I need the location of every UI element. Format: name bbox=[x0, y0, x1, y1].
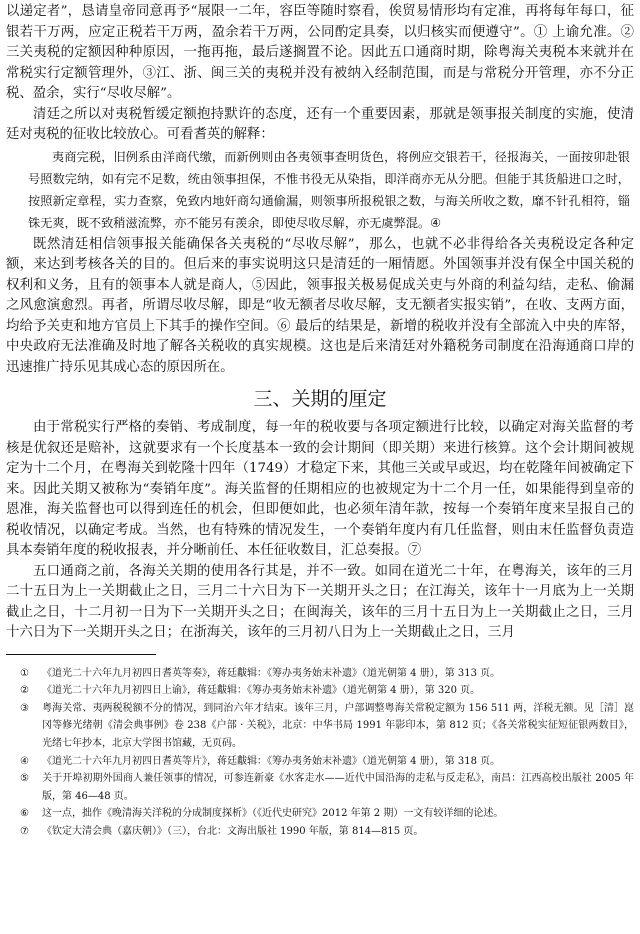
page bbox=[6, 2, 634, 841]
footnotes bbox=[6, 665, 634, 841]
section-heading: 三、关期的厘定 bbox=[253, 388, 387, 411]
footnote bbox=[6, 753, 634, 771]
footnote-number: ④ bbox=[20, 755, 29, 767]
footnote-text: 关于开埠初期外国商人兼任领事的情况，可参连新豪《水客走水——近代中国沿海的走私与反走私》，南昌：江西高校出版社 2005 年版，第 46—48 页。 bbox=[42, 773, 634, 802]
paragraph-2: 清廷之所以对夷税暂缓定额抱持默许的态度，还有一个重要因素，那就是领事报关制度的实施，使清廷对夷税的征收比较放心。可看耆英的解释： bbox=[6, 106, 634, 142]
footnote-text: 粤海关常、夷两税税额不分的情况，到同治六年才结束。该年三月，户部调整粤海关常税定额为 156 511 两，洋税无额。见［清］崑冈等修光绪朝《清会典事例》卷 238《户部 · 关税》，北京：中华书局 1991 年影印本，第 812 页；《各关常税实征短征银两数目》，光绪七年抄本，北京大学图书馆藏，无页码。 bbox=[42, 702, 634, 750]
block-quote: 夷商完税，旧例系由洋商代缴，而新例则由各夷领事查明货色，将例应交银若干，径报海关，一面按卯赴银号照数完纳，如有完不足数，统由领事担保，不惟书役无从染指，即洋商亦无从分肥。但能于其货船进口之时，按照新定章程，实力查察，免致内地奸商勾通偷漏，则领事所报税银之数，与海关所收之数，靡不针孔相符，锱铢无爽，既不致稍滋流弊，亦不能另有羡余，即使尽收尽解，亦无虞弊混。④ bbox=[28, 149, 630, 231]
footnote-number: ② bbox=[20, 685, 29, 697]
footnote-number: ⑥ bbox=[20, 808, 29, 820]
footnote-number: ⑦ bbox=[20, 826, 29, 838]
footnote bbox=[6, 682, 634, 700]
footnote bbox=[6, 805, 634, 823]
footnote bbox=[6, 665, 634, 683]
footnote-text: 《道光二十六年九月初四日耆英等奏》，蒋廷黻辑：《筹办夷务始末补遗》（道光朝第 4 册），第 313 页。 bbox=[42, 667, 501, 679]
paragraph-3: 既然清廷相信领事报关能确保各关夷税的“尽收尽解”，那么，也就不必非得给各关夷税设定各种定额，来达到考核各关的目的。但后来的事实说明这只是清廷的一厢情愿。外国领事并没有保全中国关税的权利和义务，且有的领事本人就是商人，⑤因此，领事报关极易促成关吏与外商的利益勾结，走私、偷漏之风愈演愈烈。再者，所谓尽收尽解，即是“收无额者尽收尽解，支无额者实报实销”，在收、支两方面，均给予关吏和地方官员上下其手的操作空间。⑥ 最后的结果是，新增的税收并没有全部流入中央的库帑，中央政府无法准确及时地了解各关税收的真实规模。这也是后来清廷对外籍税务司制度在沿海通商口岸的迅速推广持乐见其成心态的原因所在。 bbox=[6, 236, 634, 375]
footnote-text: 《道光二十六年九月初四日耆英等片》，蒋廷黻辑：《筹办夷务始末补遗》（道光朝第 4 册），第 318 页。 bbox=[42, 755, 501, 767]
footnote-number: ⑤ bbox=[20, 773, 29, 785]
paragraph-1: 以递定者”，恳请皇帝同意再予“展限一二年，容臣等随时察看，俟贸易情形均有定准，再将每年每口，征银若干万两，应定正税若干万两，盈余若干万两，公同酌定具奏，以归核实而便遵守”。① 上谕允准。② 三关夷税的定额因种种原因，一拖再拖，最后遂搁置不论。因此五口通商时期，除粤海关夷税本来就并在常税实行定额管理外，③江、浙、闽三关的夷税并没有被纳入经制范围，而是与常税分开管理，亦不分正税、盈余，实行“尽收尽解”。 bbox=[6, 4, 634, 101]
footnote-number: ① bbox=[20, 667, 29, 679]
footnote-text: 《钦定大清会典（嘉庆朝）》（三），台北：文海出版社 1990 年版，第 814—815 页。 bbox=[42, 826, 424, 838]
footnote bbox=[6, 700, 634, 753]
footnote-number: ③ bbox=[20, 702, 29, 714]
paragraph-4: 由于常税实行严格的奏销、考成制度，每一年的税收要与各项定额进行比较，以确定对海关监督的考核是优叙还是赔补，这就要求有一个长度基本一致的会计期间（即关期）来进行核算。这个会计期间被规定为十二个月，在粤海关到乾隆十四年（1749）才稳定下来，其他三关或早或迟，均在乾隆年间被确定下来。因此关期又被称为“奏销年度”。海关监督的任期相应的也被规定为十二个月一任，如果能得到皇帝的恩准，海关监督也可以得到连任的机会，但即便如此，也必须年清年款，按每一个奏销年度来呈报自己的税收情况，以确定考成。当然，也有特殊的情况发生，一个奏销年度内有几任监督，则由末任监督负责造具本奏销年度的税收报表，并分晰前任、本任征收数目，汇总奏报。⑦ bbox=[6, 420, 634, 559]
paragraph-5: 五口通商之前，各海关关期的使用各行其是，并不一致。如同在道光二十年，在粤海关，该年的三月二十五日为上一关期截止之日，三月二十六日为下一关期开头之日；在江海关，该年十一月底为上一关期截止之日，十二月初一日为下一关期开头之日；在闽海关，该年的三月十五日为上一关期截止之日，三月十六日为下一关期开头之日；在浙海关，该年的三月初八日为上一关期截止之日，三月 bbox=[6, 563, 634, 641]
footnote-divider bbox=[6, 654, 156, 655]
footnote-text: 这一点，拙作《晚清海关洋税的分成制度探析》（《近代史研究》2012 年第 2 期）一文有较详细的论述。 bbox=[42, 808, 504, 820]
footnote bbox=[6, 823, 634, 841]
footnote-text: 《道光二十六年九月初四日上谕》，蒋廷黻辑：《筹办夷务始末补遗》（道光朝第 4 册），第 320 页。 bbox=[42, 685, 481, 697]
footnote bbox=[6, 770, 634, 805]
